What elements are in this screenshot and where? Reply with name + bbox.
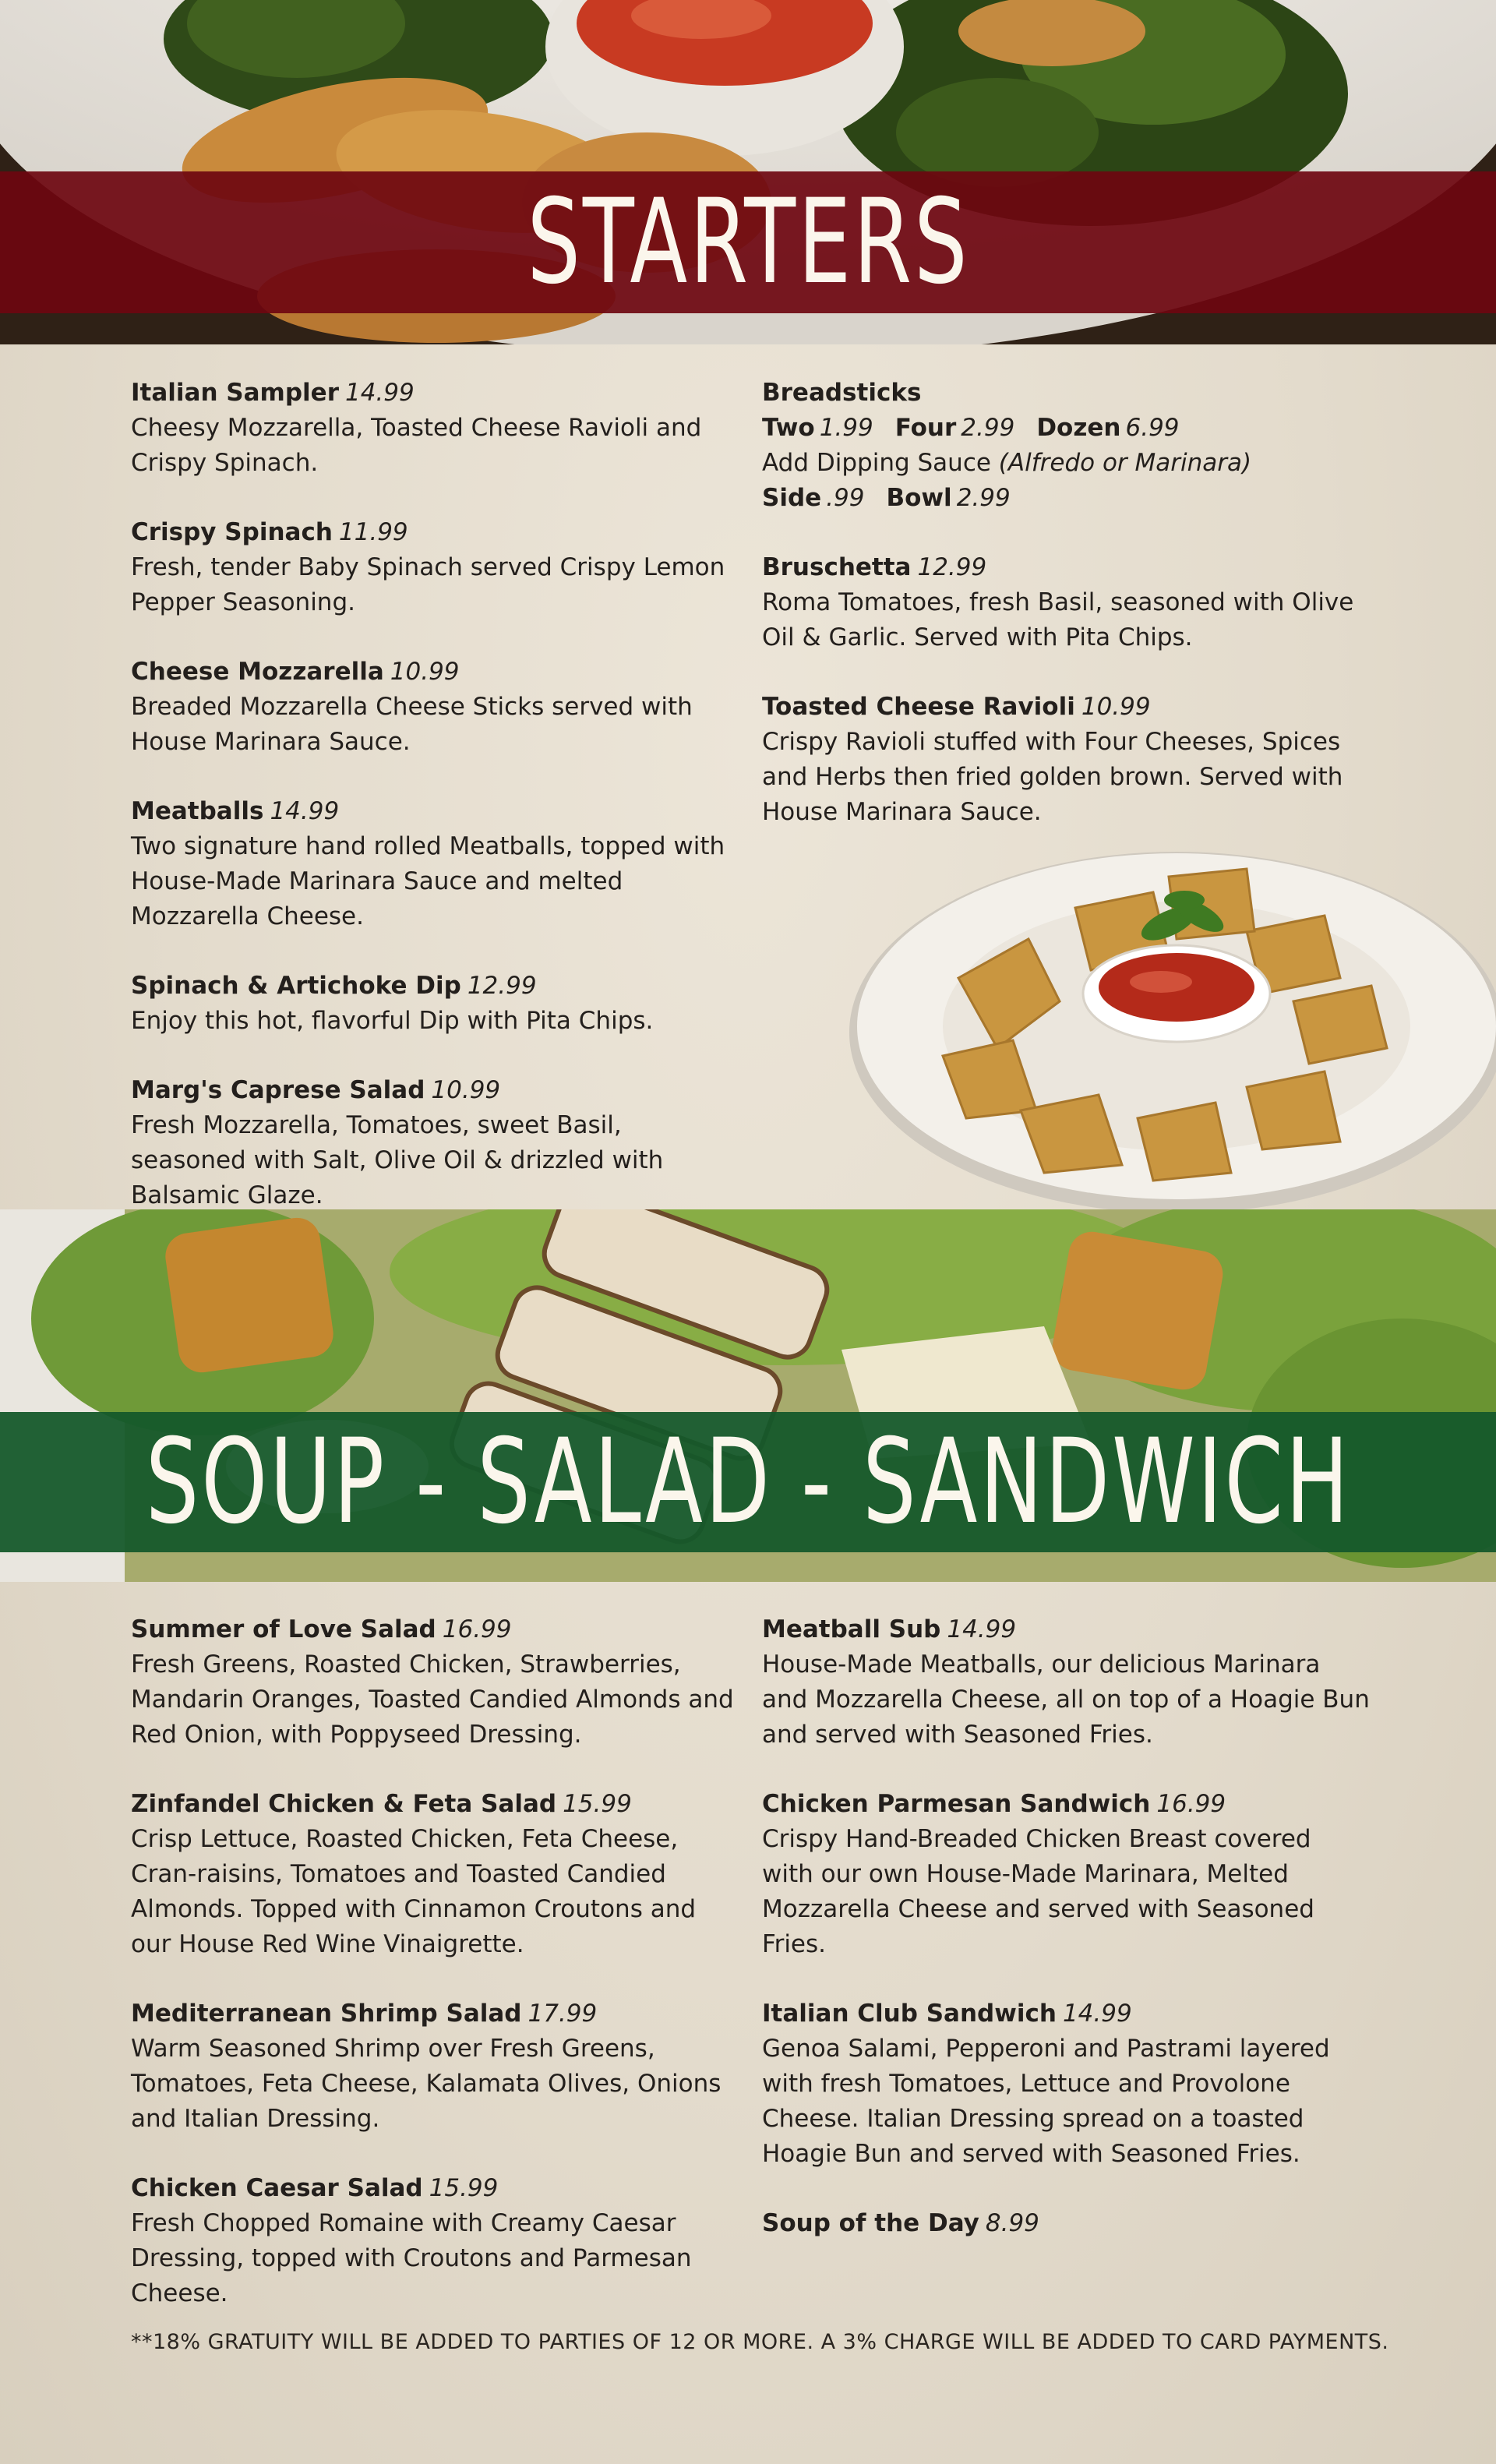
- item-name: Mediterranean Shrimp Salad: [131, 2000, 522, 2028]
- item-name: Italian Sampler: [131, 379, 339, 407]
- item-description: Two signature hand rolled Meatballs, topped with House-Made Marinara Sauce and melted Mozzarella Cheese.: [131, 832, 725, 930]
- dipping-sauce-choice: (Alfredo or Marinara): [998, 449, 1252, 477]
- menu-item: [131, 1612, 739, 1753]
- menu-item: [762, 550, 1370, 655]
- menu-item: [131, 376, 739, 481]
- item-price: 12.99: [917, 553, 987, 581]
- item-name: Zinfandel Chicken & Feta Salad: [131, 1790, 557, 1818]
- item-name: Chicken Parmesan Sandwich: [762, 1790, 1151, 1818]
- item-description: Fresh Mozzarella, Tomatoes, sweet Basil, seasoned with Salt, Olive Oil & drizzled with Balsamic Glaze.: [131, 1111, 664, 1209]
- item-name: Meatballs: [131, 797, 264, 825]
- item-name: Meatball Sub: [762, 1615, 941, 1643]
- item-name: Soup of the Day: [762, 2209, 979, 2237]
- item-price: 11.99: [338, 518, 408, 546]
- item-price: 15.99: [563, 1790, 632, 1818]
- item-description: House-Made Meatballs, our delicious Marinara and Mozzarella Cheese, all on top of a Hoagie Bun and served with Seasoned Fries.: [762, 1650, 1370, 1749]
- starters-right-column: [762, 376, 1370, 864]
- menu-item: [762, 1996, 1370, 2172]
- item-description: Crisp Lettuce, Roasted Chicken, Feta Cheese, Cran-raisins, Tomatoes and Toasted Candied Almonds. Topped with Cinnamon Croutons and our House Red Wine Vinaigrette.: [131, 1825, 697, 1958]
- menu-item: [762, 1787, 1370, 1962]
- item-price: 17.99: [527, 2000, 598, 2028]
- dipping-sauce-line: [762, 446, 1370, 481]
- starters-heading: STARTERS: [526, 175, 970, 310]
- menu-item: [131, 794, 739, 934]
- starters-banner: [0, 171, 1496, 313]
- item-price: 10.99: [431, 1076, 501, 1104]
- menu-item: [762, 2206, 1370, 2241]
- menu-item: [131, 969, 739, 1039]
- ravioli-plate-photo: [826, 822, 1496, 1220]
- item-description: Crispy Hand-Breaded Chicken Breast covered with our own House-Made Marinara, Melted Mozzarella Cheese and served with Seasoned Fries.: [762, 1825, 1314, 1958]
- item-name: Marg's Caprese Salad: [131, 1076, 425, 1104]
- option-label: Four: [894, 414, 957, 442]
- gratuity-footnote: **18% GRATUITY WILL BE ADDED TO PARTIES OF 12 OR MORE. A 3% CHARGE WILL BE ADDED TO CARD PAYMENTS.: [131, 2330, 1389, 2354]
- item-description: Cheesy Mozzarella, Toasted Cheese Ravioli and Crispy Spinach.: [131, 414, 702, 477]
- item-price: 10.99: [390, 658, 460, 686]
- menu-item: [131, 1073, 739, 1213]
- item-price: 16.99: [1156, 1790, 1226, 1818]
- option-label: Bowl: [886, 484, 952, 512]
- item-name: Bruschetta: [762, 553, 912, 581]
- menu-item: [762, 1612, 1370, 1753]
- item-price: 14.99: [270, 797, 340, 825]
- option-label: Side: [762, 484, 822, 512]
- item-price: 14.99: [1062, 2000, 1132, 2028]
- option-price: 2.99: [956, 484, 1011, 512]
- option-price: 2.99: [961, 414, 1015, 442]
- option-label: Dozen: [1036, 414, 1121, 442]
- sandwiches-column: [762, 1612, 1370, 2275]
- option-label: Two: [762, 414, 815, 442]
- item-description: Fresh, tender Baby Spinach served Crispy Lemon Pepper Seasoning.: [131, 553, 725, 616]
- item-description: Genoa Salami, Pepperoni and Pastrami layered with fresh Tomatoes, Lettuce and Provolone Cheese. Italian Dressing spread on a toasted Hoagie Bun and served with Seasoned Fries.: [762, 2035, 1330, 2168]
- item-description: Roma Tomatoes, fresh Basil, seasoned with Olive Oil & Garlic. Served with Pita Chips.: [762, 588, 1354, 651]
- option-price: 1.99: [819, 414, 873, 442]
- item-name: Summer of Love Salad: [131, 1615, 436, 1643]
- option-price: 6.99: [1125, 414, 1180, 442]
- option-price: .99: [826, 484, 865, 512]
- item-name: Chicken Caesar Salad: [131, 2174, 423, 2202]
- menu-item: [131, 1996, 739, 2137]
- soup-salad-sandwich-banner: [0, 1412, 1496, 1552]
- item-description: Breaded Mozzarella Cheese Sticks served with House Marinara Sauce.: [131, 693, 693, 756]
- item-price: 10.99: [1081, 693, 1151, 721]
- item-name: Toasted Cheese Ravioli: [762, 693, 1075, 721]
- item-price: 15.99: [429, 2174, 499, 2202]
- soup-salad-sandwich-heading: SOUP - SALAD - SANDWICH: [145, 1414, 1351, 1550]
- item-description: Crispy Ravioli stuffed with Four Cheeses, Spices and Herbs then fried golden brown. Served with House Marinara Sauce.: [762, 728, 1343, 826]
- item-name: Spinach & Artichoke Dip: [131, 972, 461, 1000]
- item-price: 16.99: [442, 1615, 512, 1643]
- salads-column: [131, 1612, 739, 2346]
- sauce-sizes: [762, 481, 1370, 516]
- menu-item: [131, 1787, 739, 1962]
- breadsticks-item: [762, 376, 1370, 516]
- item-name: Italian Club Sandwich: [762, 2000, 1057, 2028]
- item-description: Warm Seasoned Shrimp over Fresh Greens, Tomatoes, Feta Cheese, Kalamata Olives, Onions and Italian Dressing.: [131, 2035, 722, 2133]
- menu-item: [131, 655, 739, 760]
- item-price: 14.99: [344, 379, 415, 407]
- starters-left-column: [131, 376, 739, 1248]
- item-description: Fresh Greens, Roasted Chicken, Strawberries, Mandarin Oranges, Toasted Candied Almonds and Red Onion, with Poppyseed Dressing.: [131, 1650, 734, 1749]
- menu-item: [131, 515, 739, 620]
- item-price: 8.99: [985, 2209, 1039, 2237]
- dipping-sauce-text: Add Dipping Sauce: [762, 449, 999, 477]
- item-description: Fresh Chopped Romaine with Creamy Caesar Dressing, topped with Croutons and Parmesan Cheese.: [131, 2209, 692, 2307]
- menu-item: [131, 2171, 739, 2311]
- menu-item: [762, 690, 1370, 830]
- item-price: 14.99: [947, 1615, 1017, 1643]
- item-name: Crispy Spinach: [131, 518, 333, 546]
- item-price: 12.99: [467, 972, 537, 1000]
- breadsticks-quantities: [762, 411, 1370, 446]
- item-description: Enjoy this hot, flavorful Dip with Pita Chips.: [131, 1007, 654, 1035]
- item-name: Breadsticks: [762, 379, 922, 407]
- item-name: Cheese Mozzarella: [131, 658, 384, 686]
